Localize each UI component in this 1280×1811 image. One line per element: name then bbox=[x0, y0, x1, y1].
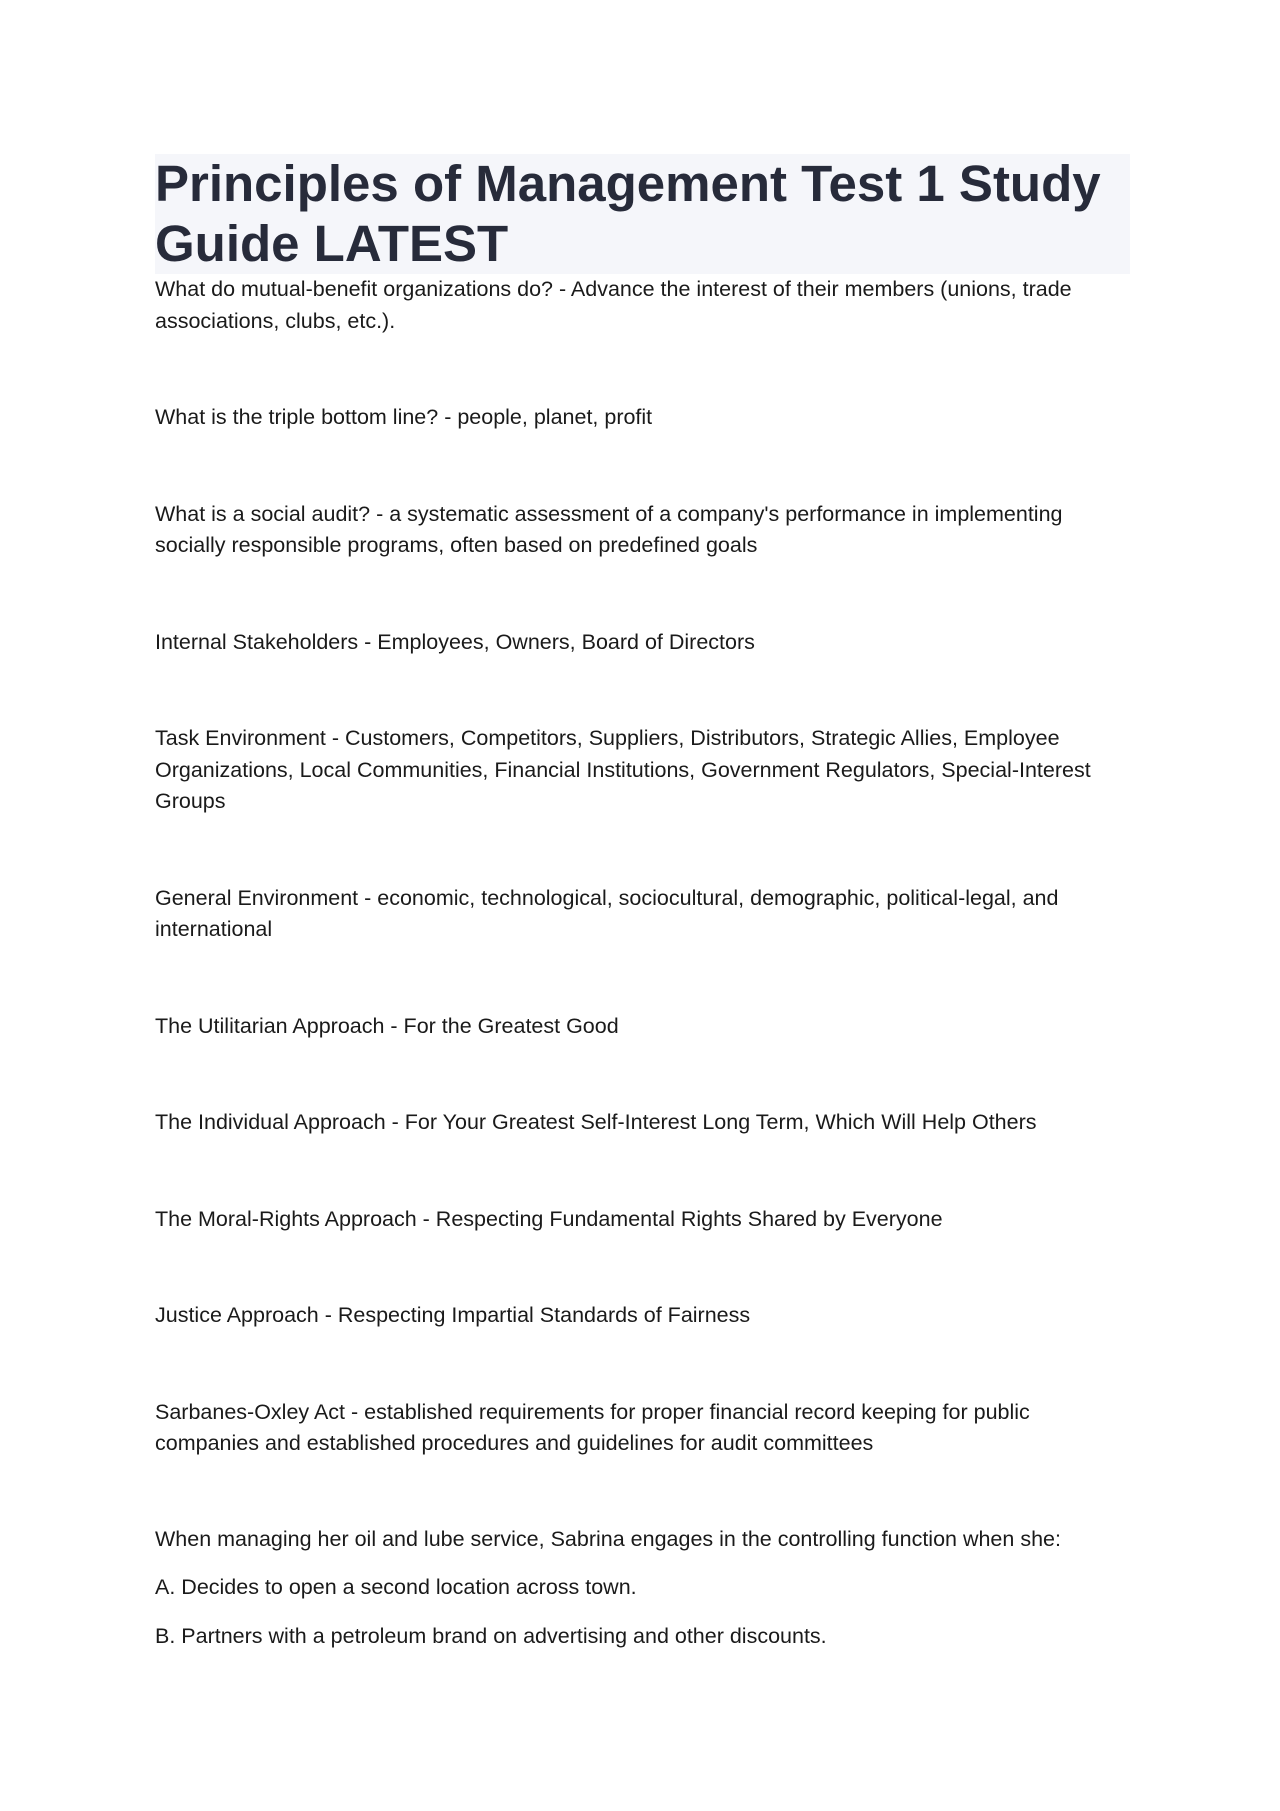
study-entry: General Environment - economic, technological, sociocultural, demographic, political-legal, and international bbox=[155, 885, 1059, 941]
document-body bbox=[155, 274, 1110, 1669]
study-entry: Justice Approach - Respecting Impartial Standards of Fairness bbox=[155, 1303, 751, 1327]
study-entry: The Individual Approach - For Your Greatest Self-Interest Long Term, Which Will Help Others bbox=[155, 1110, 1037, 1134]
study-entry: What do mutual-benefit organizations do? - Advance the interest of their members (unions, trade associations, clubs, etc.). bbox=[155, 277, 1072, 333]
study-entry: Task Environment - Customers, Competitors, Suppliers, Distributors, Strategic Allies, Employee Organizations, Local Communities, Financial Institutions, Government Regulators, Special-Interest Groups bbox=[155, 726, 1091, 813]
study-entry: Sarbanes-Oxley Act - established requirements for proper financial record keeping for public companies and established procedures and guidelines for audit committees bbox=[155, 1399, 1030, 1455]
page-title: Principles of Management Test 1 Study Guide LATEST bbox=[155, 155, 1101, 272]
study-entry: The Moral-Rights Approach - Respecting Fundamental Rights Shared by Everyone bbox=[155, 1206, 943, 1231]
answer-option-a: A. Decides to open a second location across town. bbox=[155, 1575, 637, 1599]
study-entry: What is the triple bottom line? - people, planet, profit bbox=[155, 405, 653, 429]
answer-option-b: B. Partners with a petroleum brand on advertising and other discounts. bbox=[155, 1623, 827, 1648]
study-entry: The Utilitarian Approach - For the Greatest Good bbox=[155, 1013, 619, 1038]
question-stem: When managing her oil and lube service, Sabrina engages in the controlling function when she: bbox=[155, 1526, 1061, 1551]
study-entry: What is a social audit? - a systematic assessment of a company's performance in implementing socially responsible programs, often based on predefined goals bbox=[155, 501, 1063, 557]
study-entry: Internal Stakeholders - Employees, Owners, Board of Directors bbox=[155, 629, 755, 654]
